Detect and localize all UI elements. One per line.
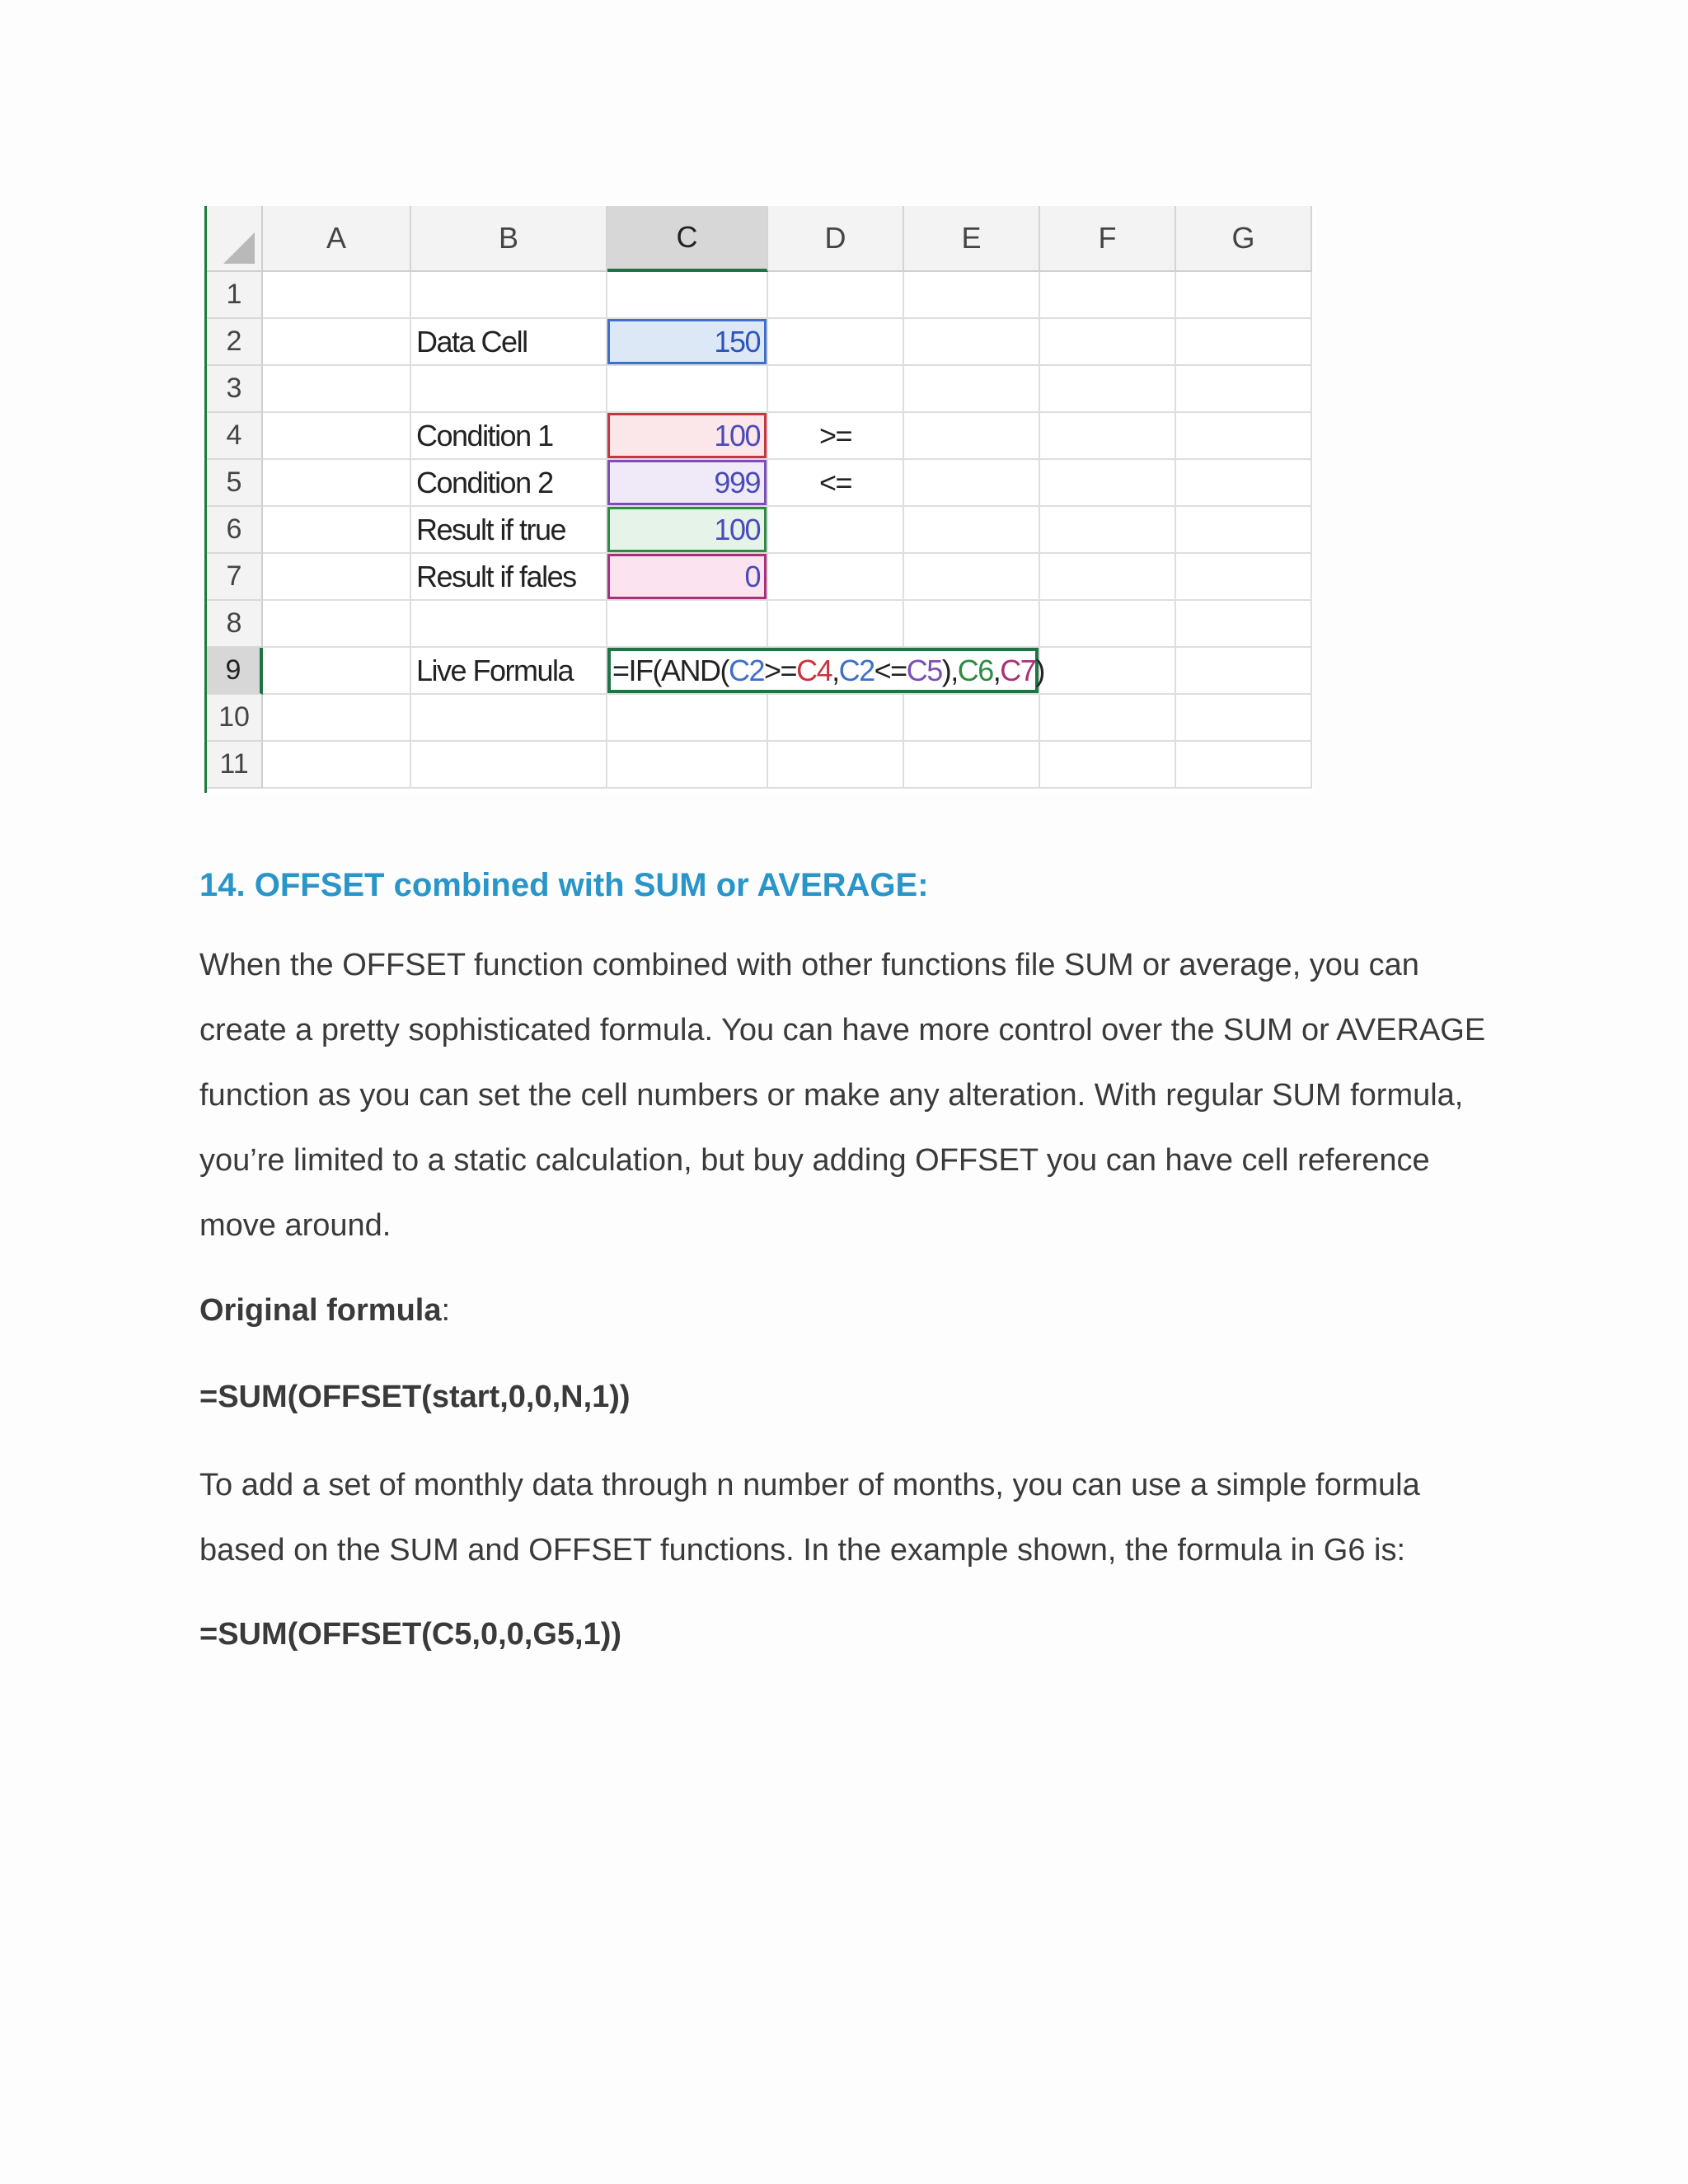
cell-a1 [263, 272, 411, 319]
cell-c6: 100 [607, 507, 768, 554]
cell-b1 [411, 272, 607, 319]
cell-d11 [768, 742, 904, 789]
cell-b3 [411, 366, 607, 413]
formula-op-lte: <= [874, 653, 907, 687]
formula-close-if: ) [1035, 653, 1044, 687]
cell-g10 [1176, 695, 1312, 742]
cell-a7 [263, 554, 411, 601]
cell-b8 [411, 601, 607, 648]
original-formula-label [199, 1293, 450, 1329]
cell-b7: Result if fales [411, 554, 607, 601]
spreadsheet-screenshot [204, 206, 1315, 793]
example-paragraph: To add a set of monthly data through n number of months, you can use a simple formula based on the SUM and OFFSET functions. In the example shown, the formula in G6 is: [199, 1468, 1420, 1568]
cell-c7: 0 [607, 554, 768, 601]
column-header-b: B [411, 206, 607, 272]
column-header-d: D [768, 206, 904, 272]
cell-a9 [263, 648, 411, 695]
cell-a8 [263, 601, 411, 648]
cell-a2 [263, 319, 411, 366]
row-header-4: 4 [207, 413, 263, 460]
cell-a5 [263, 460, 411, 507]
formula-comma-second: , [992, 653, 1001, 687]
original-formula-label-text: Original formula [199, 1293, 442, 1328]
cell-f11 [1040, 742, 1176, 789]
select-all-corner [207, 206, 263, 272]
cell-g9 [1176, 648, 1312, 695]
cell-e10 [904, 695, 1040, 742]
formula-ref-c7: C7 [1000, 653, 1036, 687]
row-header-2: 2 [207, 319, 263, 366]
cell-c3 [607, 366, 768, 413]
original-formula-label-colon: : [441, 1293, 451, 1328]
cell-e7 [904, 554, 1040, 601]
cell-g2 [1176, 319, 1312, 366]
formula-close-and: ), [941, 653, 958, 687]
cell-e8 [904, 601, 1040, 648]
column-header-c: C [607, 206, 768, 272]
cell-e3 [904, 366, 1040, 413]
formula-ref-c6: C6 [957, 653, 993, 687]
cell-g3 [1176, 366, 1312, 413]
cell-b5: Condition 2 [411, 460, 607, 507]
section-heading: 14. OFFSET combined with SUM or AVERAGE: [199, 867, 929, 903]
cell-c8 [607, 601, 768, 648]
row-header-8: 8 [207, 601, 263, 648]
cell-d6 [768, 507, 904, 554]
cell-g5 [1176, 460, 1312, 507]
column-header-f: F [1040, 206, 1176, 272]
formula-ref-c5: C5 [906, 653, 942, 687]
cell-c9-live-formula [607, 648, 1044, 695]
column-header-g: G [1176, 206, 1312, 272]
cell-e1 [904, 272, 1040, 319]
cell-b4: Condition 1 [411, 413, 607, 460]
cell-e4 [904, 413, 1040, 460]
cell-a4 [263, 413, 411, 460]
cell-a11 [263, 742, 411, 789]
cell-d2 [768, 319, 904, 366]
cell-d10 [768, 695, 904, 742]
column-header-e: E [904, 206, 1040, 272]
cell-g11 [1176, 742, 1312, 789]
cell-c2: 150 [607, 319, 768, 366]
cell-g4 [1176, 413, 1312, 460]
cell-g1 [1176, 272, 1312, 319]
cell-c4: 100 [607, 413, 768, 460]
formula-comma: , [832, 653, 839, 687]
cell-f8 [1040, 601, 1176, 648]
cell-f9 [1040, 648, 1176, 695]
cell-d5: <= [768, 460, 904, 507]
cell-e5 [904, 460, 1040, 507]
cell-g6 [1176, 507, 1312, 554]
cell-e2 [904, 319, 1040, 366]
formula-ref-c4: C4 [796, 653, 832, 687]
cell-g7 [1176, 554, 1312, 601]
cell-f4 [1040, 413, 1176, 460]
formula-ref-c2: C2 [729, 653, 765, 687]
cell-b10 [411, 695, 607, 742]
cell-a10 [263, 695, 411, 742]
cell-g8 [1176, 601, 1312, 648]
spreadsheet-grid [207, 206, 1315, 789]
example-formula: =SUM(OFFSET(C5,0,0,G5,1)) [199, 1617, 622, 1652]
cell-d1 [768, 272, 904, 319]
original-formula: =SUM(OFFSET(start,0,0,N,1)) [199, 1380, 631, 1414]
cell-f1 [1040, 272, 1176, 319]
row-header-5: 5 [207, 460, 263, 507]
row-header-6: 6 [207, 507, 263, 554]
cell-f10 [1040, 695, 1176, 742]
row-header-3: 3 [207, 366, 263, 413]
cell-c5: 999 [607, 460, 768, 507]
intro-paragraph: When the OFFSET function combined with other functions file SUM or average, you can create a pretty sophisticated formula. You can have more control over the SUM or AVERAGE function as you can set the cell numbers or make any alteration. With regular SUM formula, you’re limited to a static calculation, but buy adding OFFSET you can have cell reference move around. [199, 948, 1486, 1243]
row-header-10: 10 [207, 695, 263, 742]
cell-d3 [768, 366, 904, 413]
cell-d8 [768, 601, 904, 648]
cell-f2 [1040, 319, 1176, 366]
cell-a3 [263, 366, 411, 413]
cell-b2: Data Cell [411, 319, 607, 366]
cell-c1 [607, 272, 768, 319]
row-header-9: 9 [207, 648, 263, 695]
cell-b9: Live Formula [411, 648, 607, 695]
cell-b6: Result if true [411, 507, 607, 554]
column-header-a: A [263, 206, 411, 272]
row-header-11: 11 [207, 742, 263, 789]
row-header-1: 1 [207, 272, 263, 319]
cell-f3 [1040, 366, 1176, 413]
cell-f7 [1040, 554, 1176, 601]
formula-part-if-and: =IF(AND( [612, 653, 729, 687]
cell-c11 [607, 742, 768, 789]
cell-f5 [1040, 460, 1176, 507]
cell-e6 [904, 507, 1040, 554]
formula-ref-c2-second: C2 [838, 653, 874, 687]
cell-f6 [1040, 507, 1176, 554]
cell-d4: >= [768, 413, 904, 460]
cell-a6 [263, 507, 411, 554]
row-header-7: 7 [207, 554, 263, 601]
formula-op-gte: >= [764, 653, 797, 687]
cell-d7 [768, 554, 904, 601]
cell-e11 [904, 742, 1040, 789]
cell-b11 [411, 742, 607, 789]
cell-c10 [607, 695, 768, 742]
